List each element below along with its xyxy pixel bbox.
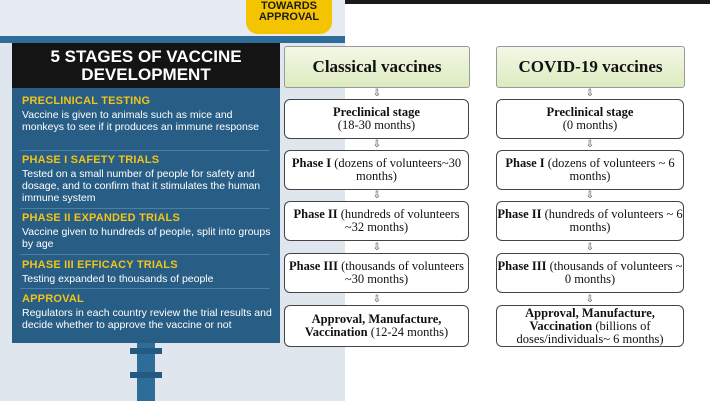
stage-description: Tested on a small number of people for safety and dosage, and to confirm that it stimulates the human immune system (22, 168, 261, 204)
stage-divider (20, 208, 270, 209)
stage-divider (20, 288, 270, 289)
covid-vaccines-header: COVID-19 vaccines (496, 46, 685, 88)
down-arrow-icon: ⇩ (585, 88, 595, 99)
box-detail-text: (18-30 months) (337, 118, 416, 132)
down-arrow-icon: ⇩ (585, 139, 595, 150)
box-bold-text: Phase III (289, 259, 338, 273)
box-bold-text: Approval, Manufacture, Vaccination (525, 305, 655, 333)
classical-approval-box (284, 305, 469, 347)
panel-title (12, 43, 280, 88)
stage-phase-2 (22, 212, 274, 250)
box-bold-text: Phase I (291, 156, 332, 170)
stage-description: Vaccine is given to animals such as mice and monkeys to see if it produces an immune response (22, 109, 259, 133)
stage-divider (20, 150, 270, 151)
covid-preclinical-box (496, 99, 684, 139)
box-detail-text: (0 months) (562, 118, 618, 132)
classical-preclinical-box (284, 99, 469, 139)
box-bold-text: Phase III (497, 259, 547, 273)
stage-description: Regulators in each country review the trial results and decide whether to approve the vaccine or not (22, 307, 272, 331)
panel-title-line-1: 5 STAGES OF VACCINE (50, 47, 242, 66)
stage-preclinical (22, 95, 274, 133)
down-arrow-icon: ⇩ (372, 139, 382, 150)
box-bold-text: Phase I (505, 156, 545, 170)
box-detail-text: (thousands of volunteers ~ 0 months) (546, 259, 683, 286)
covid-phase-1-box (496, 150, 684, 190)
box-bold-text: Phase II (497, 207, 542, 221)
box-detail-text: (dozens of volunteers~30 months) (331, 156, 462, 183)
box-detail-text: (thousands of volunteers ~30 months) (337, 259, 464, 286)
stage-title: PHASE II EXPANDED TRIALS (22, 212, 181, 224)
box-detail-text: (12-24 months) (367, 325, 449, 339)
classical-vaccines-header: Classical vaccines (284, 46, 470, 88)
stage-phase-3 (22, 259, 274, 285)
down-arrow-icon: ⇩ (372, 294, 382, 305)
down-arrow-icon: ⇩ (372, 190, 382, 201)
box-detail-text: (dozens of volunteers ~ 6 months) (544, 156, 675, 183)
down-arrow-icon: ⇩ (372, 88, 382, 99)
stage-title: PHASE III EFFICACY TRIALS (22, 259, 178, 271)
syringe-pipe-horizontal (0, 36, 345, 43)
classical-phase-1-box (284, 150, 469, 190)
box-detail-text: (billions of doses/individuals~ 6 months) (516, 318, 664, 346)
box-bold-text: Preclinical stage (546, 105, 634, 119)
down-arrow-icon: ⇩ (585, 190, 595, 201)
badge-line-2: APPROVAL (258, 11, 320, 23)
stage-title: PRECLINICAL TESTING (22, 95, 151, 107)
stage-description: Testing expanded to thousands of people (22, 273, 214, 285)
box-detail-text: (hundreds of volunteers ~32 months) (337, 207, 460, 234)
box-bold-text: Phase II (293, 207, 338, 221)
stage-description: Vaccine given to hundreds of people, split into groups by age (22, 226, 271, 250)
down-arrow-icon: ⇩ (585, 242, 595, 253)
panel-title-line-2: DEVELOPMENT (81, 65, 211, 84)
classical-phase-3-box (284, 253, 469, 293)
box-detail-text: (hundreds of volunteers ~ 6 months) (541, 207, 683, 234)
stage-divider (20, 254, 270, 255)
stage-approval (22, 293, 274, 331)
box-bold-text: Approval, Manufacture, Vaccination (304, 312, 442, 339)
down-arrow-icon: ⇩ (372, 242, 382, 253)
stage-phase-1 (22, 154, 274, 204)
syringe-pipe-cap-upper (130, 348, 162, 354)
syringe-pipe-cap-lower (130, 372, 162, 378)
box-bold-text: Preclinical stage (333, 105, 420, 119)
towards-approval-badge (246, 0, 332, 34)
stage-title: PHASE I SAFETY TRIALS (22, 154, 160, 166)
stage-title: APPROVAL (22, 293, 84, 305)
down-arrow-icon: ⇩ (585, 294, 595, 305)
covid-approval-box (496, 305, 684, 347)
covid-phase-3-box (496, 253, 684, 293)
covid-phase-2-box (496, 201, 684, 241)
badge-line-1: TOWARDS (260, 0, 318, 12)
classical-phase-2-box (284, 201, 469, 241)
